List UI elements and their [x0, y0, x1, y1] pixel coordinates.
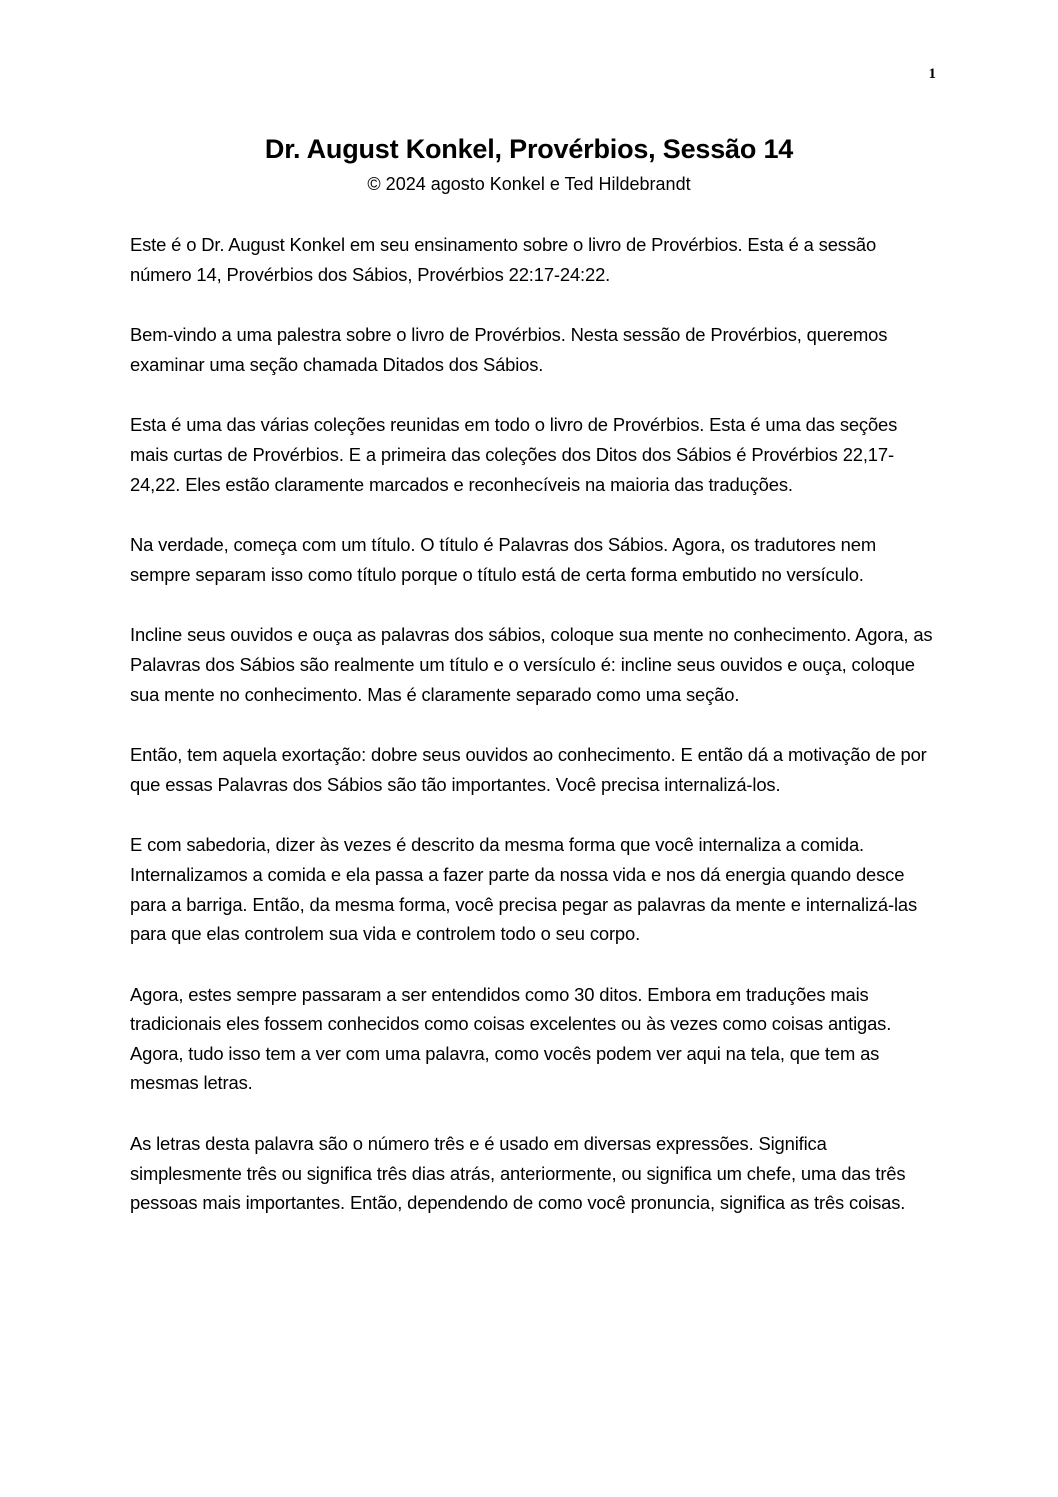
copyright-line: © 2024 agosto Konkel e Ted Hildebrandt	[367, 174, 691, 194]
paragraph: Bem-vindo a uma palestra sobre o livro de Provérbios. Nesta sessão de Provérbios, queremos examinar uma seção chamada Ditados dos Sábios.	[130, 324, 888, 375]
page-number: 1	[928, 66, 936, 82]
paragraph: Incline seus ouvidos e ouça as palavras dos sábios, coloque sua mente no conhecimento. Agora, as Palavras dos Sábios são realmente um título e o versículo é: incline seus ouvidos e ouça, coloque sua mente no conhecimento. Mas é claramente separado como uma seção.	[130, 624, 933, 705]
document-title: Dr. August Konkel, Provérbios, Sessão 14	[264, 134, 794, 164]
paragraph: Agora, estes sempre passaram a ser entendidos como 30 ditos. Embora em traduções mais tradicionais eles fossem conhecidos como coisas excelentes ou às vezes como coisas antigas. Agora, tudo isso tem a ver com uma palavra, como vocês podem ver aqui na tela, que tem as mesmas letras.	[130, 983, 892, 1094]
body-text	[130, 230, 938, 1249]
paragraph: Na verdade, começa com um título. O título é Palavras dos Sábios. Agora, os tradutores nem sempre separam isso como título porque o título está de certa forma embutido no versículo.	[130, 534, 877, 585]
paragraph: Este é o Dr. August Konkel em seu ensinamento sobre o livro de Provérbios. Esta é a sessão número 14, Provérbios dos Sábios, Provérbios 22:17-24:22.	[130, 234, 877, 285]
paragraph: E com sabedoria, dizer às vezes é descrito da mesma forma que você internaliza a comida. Internalizamos a comida e ela passa a fazer parte da nossa vida e nos dá energia quando desce para a barriga. Então, da mesma forma, você precisa pegar as palavras da mente e internalizá-las para que elas controlem sua vida e controlem todo o seu corpo.	[130, 834, 918, 945]
paragraph: Então, tem aquela exortação: dobre seus ouvidos ao conhecimento. E então dá a motivação de por que essas Palavras dos Sábios são tão importantes. Você precisa internalizá-los.	[130, 744, 927, 795]
paragraph: Esta é uma das várias coleções reunidas em todo o livro de Provérbios. Esta é uma das seções mais curtas de Provérbios. E a primeira das coleções dos Ditos dos Sábios é Provérbios 22,17-24,22. Eles estão claramente marcados e reconhecíveis na maioria das traduções.	[130, 414, 898, 495]
paragraph: As letras desta palavra são o número três e é usado em diversas expressões. Significa simplesmente três ou significa três dias atrás, anteriormente, ou significa um chefe, uma das três pessoas mais importantes. Então, dependendo de como você pronuncia, significa as três coisas.	[130, 1133, 906, 1214]
